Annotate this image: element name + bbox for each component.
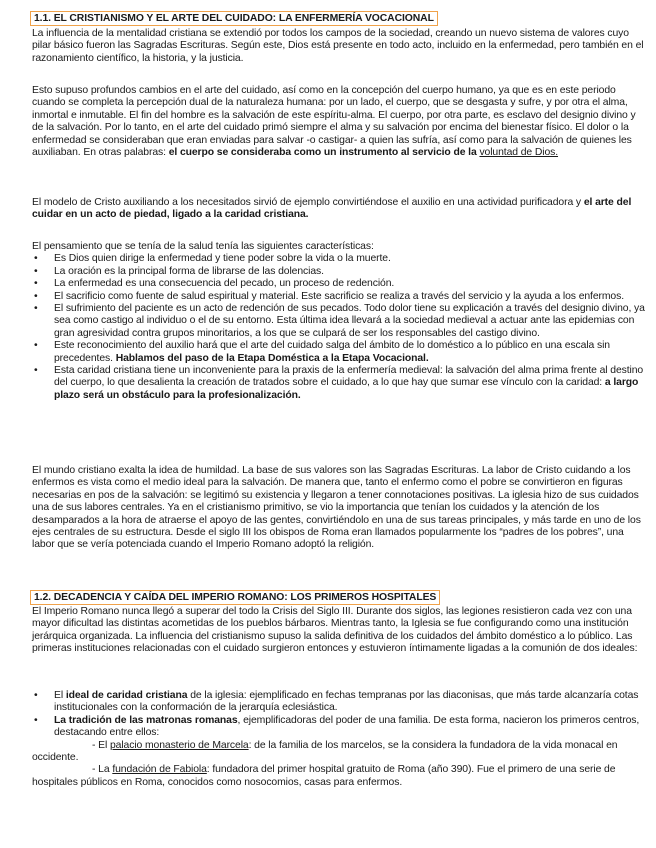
section-heading-2: 1.2. DECADENCIA Y CAÍDA DEL IMPERIO ROMANO: LOS PRIMEROS HOSPITALES — [30, 590, 440, 605]
bold-text: Hablamos del paso de la Etapa Doméstica a la Etapa Vocacional. — [115, 352, 429, 364]
list-item: • La enfermedad es una consecuencia del pecado, un proceso de redención. — [32, 278, 646, 290]
paragraph: El Imperio Romano nunca llegó a superar del todo la Crisis del Siglo III. Durante dos siglos, las legiones resistieron cada vez con una mayor dificultad las distintas acometidas de los pueblos bárbaros. Mientras tanto, la Iglesia se fue configurando como una institución jerárquica organizada. La influencia del cristianismo supuso la salida definitiva de los cuidados del ámbito doméstico a lo público. Las primeras instituciones relacionadas con el cuidado surgieron entonces y estuvieron íntimamente ligadas a la comunión de dos ideales: — [32, 606, 638, 655]
sub-item-fabiola — [32, 764, 646, 789]
list-item-text: de la iglesia: ejemplificado en fechas tempranas por las diaconisas, que más tarde alcanzaría cotas institucionales con la conformación de la jerarquía eclesiástica. — [54, 690, 639, 714]
list-item-text: , ejemplificadoras del poder de una familia. De esta forma, nacieron los primeros centros, destacando entre ellos: — [54, 714, 640, 739]
paragraph — [32, 85, 646, 159]
bold-text: La tradición de las matronas romanas — [54, 714, 238, 726]
underlined-text: voluntad de Dios. — [479, 147, 559, 159]
paragraph-text: El modelo de Cristo auxiliando a los necesitados sirvió de ejemplo convirtiéndose el auxilio en una actividad purificadora y — [32, 197, 582, 208]
list-item: • Es Dios quien dirige la enfermedad y tiene poder sobre la vida o la muerte. — [32, 253, 646, 265]
list-item — [32, 690, 646, 715]
bullet-list — [32, 253, 646, 402]
list-intro: El pensamiento que se tenía de la salud tenía las siguientes características: — [32, 241, 374, 252]
section-heading-1: 1.1. EL CRISTIANISMO Y EL ARTE DEL CUIDADO: LA ENFERMERÍA VOCACIONAL — [30, 11, 438, 26]
section-1-paragraph-3 — [32, 197, 646, 222]
sub-item-marcela — [32, 740, 646, 765]
sub-item-text: : de la familia de los marcelos, se la considera la fundadora de la vida monacal en occidente. — [32, 739, 618, 764]
list-item-text: Esta caridad cristiana tiene un inconveniente para la praxis de la enfermería medieval: la salvación del alma prima frente al destino del cuerpo, lo que desalienta la creación de tratados sobre el cuidado, a lo que hay que sumar ese vínculo con la caridad: — [54, 365, 644, 389]
underlined-text: palacio monasterio de Marcela — [109, 739, 249, 751]
bold-text: a largo plazo será un obstáculo para la profesionalización. — [54, 377, 639, 401]
dash: - La — [92, 764, 110, 776]
section-2-list — [32, 690, 646, 789]
dash: - El — [92, 739, 108, 751]
bullet-list — [32, 690, 646, 740]
list-item: • La oración es la principal forma de librarse de las dolencias. — [32, 266, 646, 278]
section-1-paragraph-2 — [32, 85, 646, 159]
section-2-body — [32, 606, 646, 656]
bold-text: ideal de caridad cristiana — [65, 690, 188, 701]
list-item: • El sacrificio como fuente de salud espiritual y material. Este sacrificio se realiza a través del servicio y la ayuda a los enfermos. — [32, 291, 646, 303]
list-item — [32, 340, 646, 365]
section-1-paragraph-5 — [32, 465, 646, 552]
bold-text: el cuerpo se consideraba como un instrumento al servicio de la — [168, 147, 477, 159]
sub-item-text: : fundadora del primer hospital gratuito de Roma (año 390). Fue el primero de una serie de hospitales públicos en Roma, conocidos como nosocomios, casas para enfermos. — [32, 764, 616, 788]
section-1-health-list — [32, 241, 646, 402]
list-item — [32, 715, 646, 740]
list-item-text: Este reconocimiento del auxilio hará que el arte del cuidado salga del ámbito de lo doméstico a lo público en una escala sin precedentes. — [54, 340, 610, 364]
paragraph: La influencia de la mentalidad cristiana se extendió por todos los campos de la sociedad, creando un nuevo sistema de valores cuyo pilar básico fueron las Sagradas Escrituras. Según este, Dios está presente en todo acto, incluido en la enfermedad, pero también en el razonamiento científico, la historia, y la justicia. — [32, 28, 644, 64]
bold-text: el arte del cuidar en un acto de piedad, ligado a la caridad cristiana. — [32, 197, 632, 221]
paragraph — [32, 197, 646, 222]
section-1-body — [32, 28, 646, 65]
paragraph: El mundo cristiano exalta la idea de humildad. La base de sus valores son las Sagradas Escrituras. La labor de Cristo cuidando a los enfermos es vista como el medio ideal para la salvación. De manera que, tanto el enfermo como el pobre se convirtieron en figuras necesarias en pos de la salvación: se legitimó su existencia y llegaron a tener connotaciones positivas. La iglesia hizo de sus cuidados una de sus labores centrales. Ya en el cristianismo primitivo, se vio la importancia que tenían los cuidados y la atención de los desamparados a la hora de atraerse el apoyo de las gentes, convirtiéndolo en una de sus tareas principales, y más tarde en uno de los ejes centrales de su estructura. Desde el siglo III los obispos de Roma eran llamados popularmente los “padres de los pobres”, una labor que se vería potenciada cuando el Imperio Romano adoptó la religión. — [32, 465, 641, 551]
list-item — [32, 365, 646, 402]
list-item: • El sufrimiento del paciente es un acto de redención de sus pecados. Todo dolor tiene su explicación a través del designio divino, ya sea como castigo al individuo o el de su entorno. Esta última idea llevará a la sociedad medieval a actuar ante las epidemias con gran agresividad contra grupos minoritarios, a los que se culpará de ser los responsables del castigo divino. — [32, 303, 646, 340]
underlined-text: fundación de Fabiola — [112, 764, 207, 776]
list-item-text: El — [54, 690, 64, 701]
paragraph-text: Esto supuso profundos cambios en el arte del cuidado, así como en la concepción del cuerpo humano, ya que es en este periodo cuando se completa la percepción dual de la naturaleza humana: por un lado, el cuerpo, que se desgasta y sufre, y por otra el alma, inmortal e inmutable. El fin del hombre es la salvación de este espíritu-alma. El cuerpo, por otra parte, es esclavo del designio divino y de la salvación. Por lo tanto, en el arte del cuidado primó siempre el alma y su salvación por encima del bienestar físico. El dolor o la enfermedad se consideraban que eran enviadas para salvar -o castigar- a quien las sufría, así como para la salvación de quienes les auxiliaban. En otras palabras: — [32, 85, 636, 159]
